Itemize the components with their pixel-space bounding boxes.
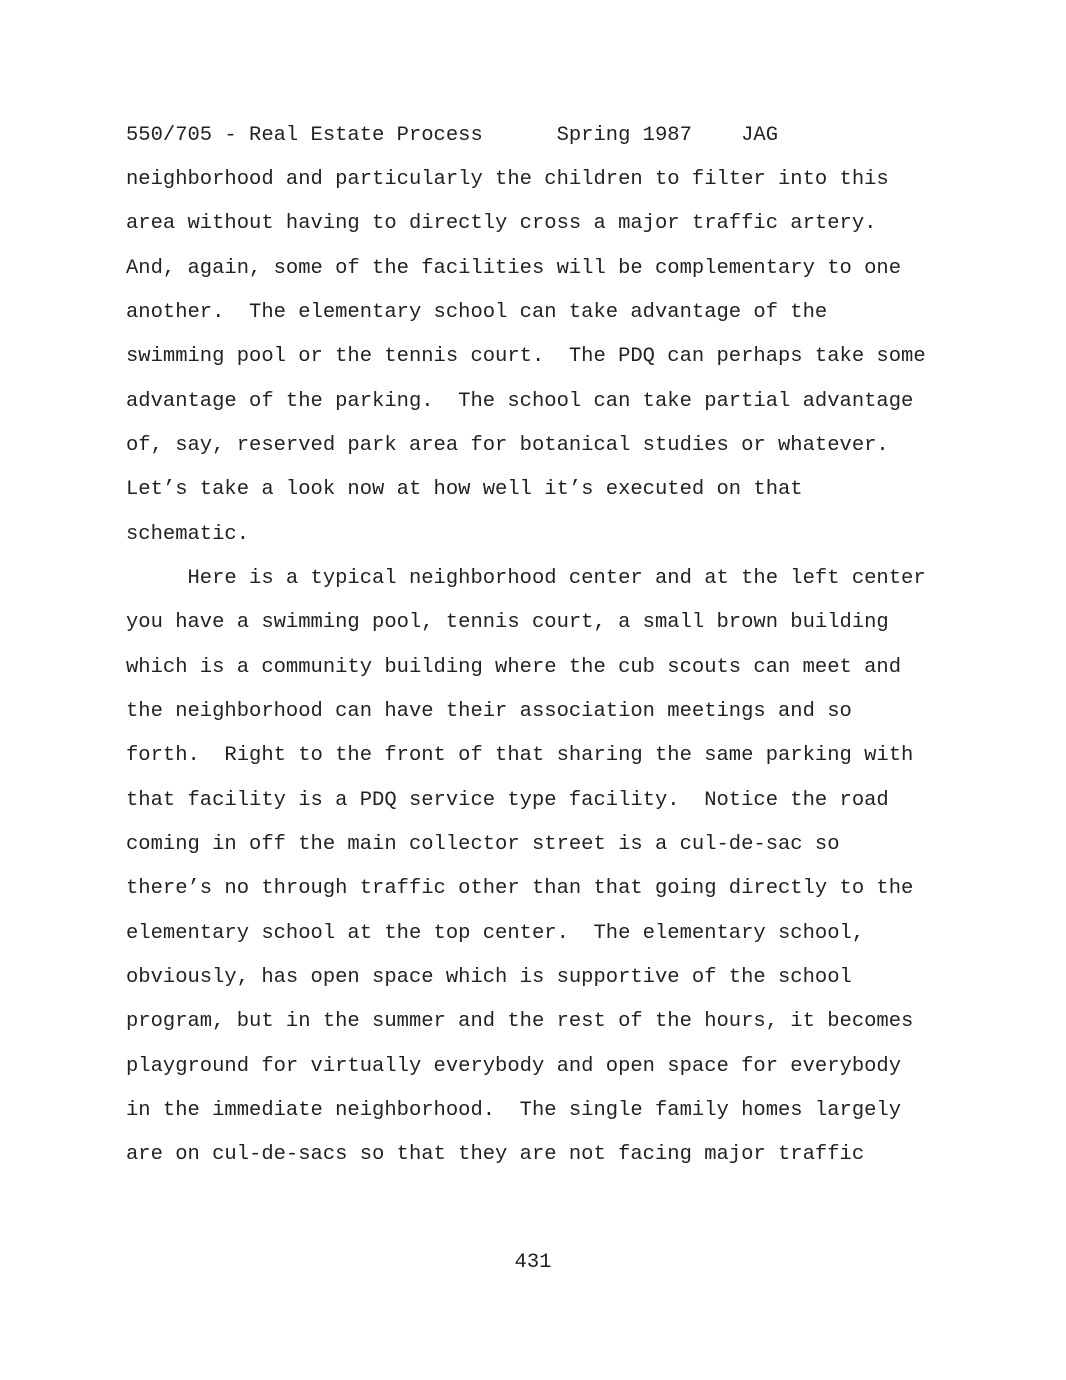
body-line: another. The elementary school can take advantage of the (126, 301, 828, 324)
page-header: 550/705 - Real Estate Process Spring 1987 JAG (126, 124, 779, 147)
body-line: the neighborhood can have their association meetings and so (126, 700, 852, 723)
body-line: neighborhood and particularly the children to filter into this (126, 168, 889, 191)
body-line: elementary school at the top center. The elementary school, (126, 922, 865, 945)
paragraph-first-line: Here is a typical neighborhood center and at the left center (126, 567, 926, 590)
body-line: advantage of the parking. The school can take partial advantage (126, 390, 914, 413)
body-line: of, say, reserved park area for botanical studies or whatever. (126, 434, 889, 457)
body-line: forth. Right to the front of that sharing the same parking with (126, 744, 914, 767)
body-line: you have a swimming pool, tennis court, a small brown building (126, 611, 889, 634)
body-line: that facility is a PDQ service type facility. Notice the road (126, 789, 889, 812)
body-line: schematic. (126, 523, 250, 546)
body-line: swimming pool or the tennis court. The PDQ can perhaps take some (126, 345, 926, 368)
body-line: which is a community building where the cub scouts can meet and (126, 656, 902, 679)
body-line: coming in off the main collector street is a cul-de-sac so (126, 833, 840, 856)
body-line: playground for virtually everybody and open space for everybody (126, 1055, 902, 1078)
body-line: Let’s take a look now at how well it’s executed on that (126, 478, 803, 501)
page-number: 431 (514, 1251, 552, 1274)
body-line: program, but in the summer and the rest of the hours, it becomes (126, 1010, 914, 1033)
body-line: obviously, has open space which is supportive of the school (126, 966, 852, 989)
body-line: area without having to directly cross a major traffic artery. (126, 212, 877, 235)
body-line: in the immediate neighborhood. The single family homes largely (126, 1099, 902, 1122)
body-line: there’s no through traffic other than that going directly to the (126, 877, 914, 900)
body-line: are on cul-de-sacs so that they are not facing major traffic (126, 1143, 865, 1166)
body-line: And, again, some of the facilities will be complementary to one (126, 257, 902, 280)
